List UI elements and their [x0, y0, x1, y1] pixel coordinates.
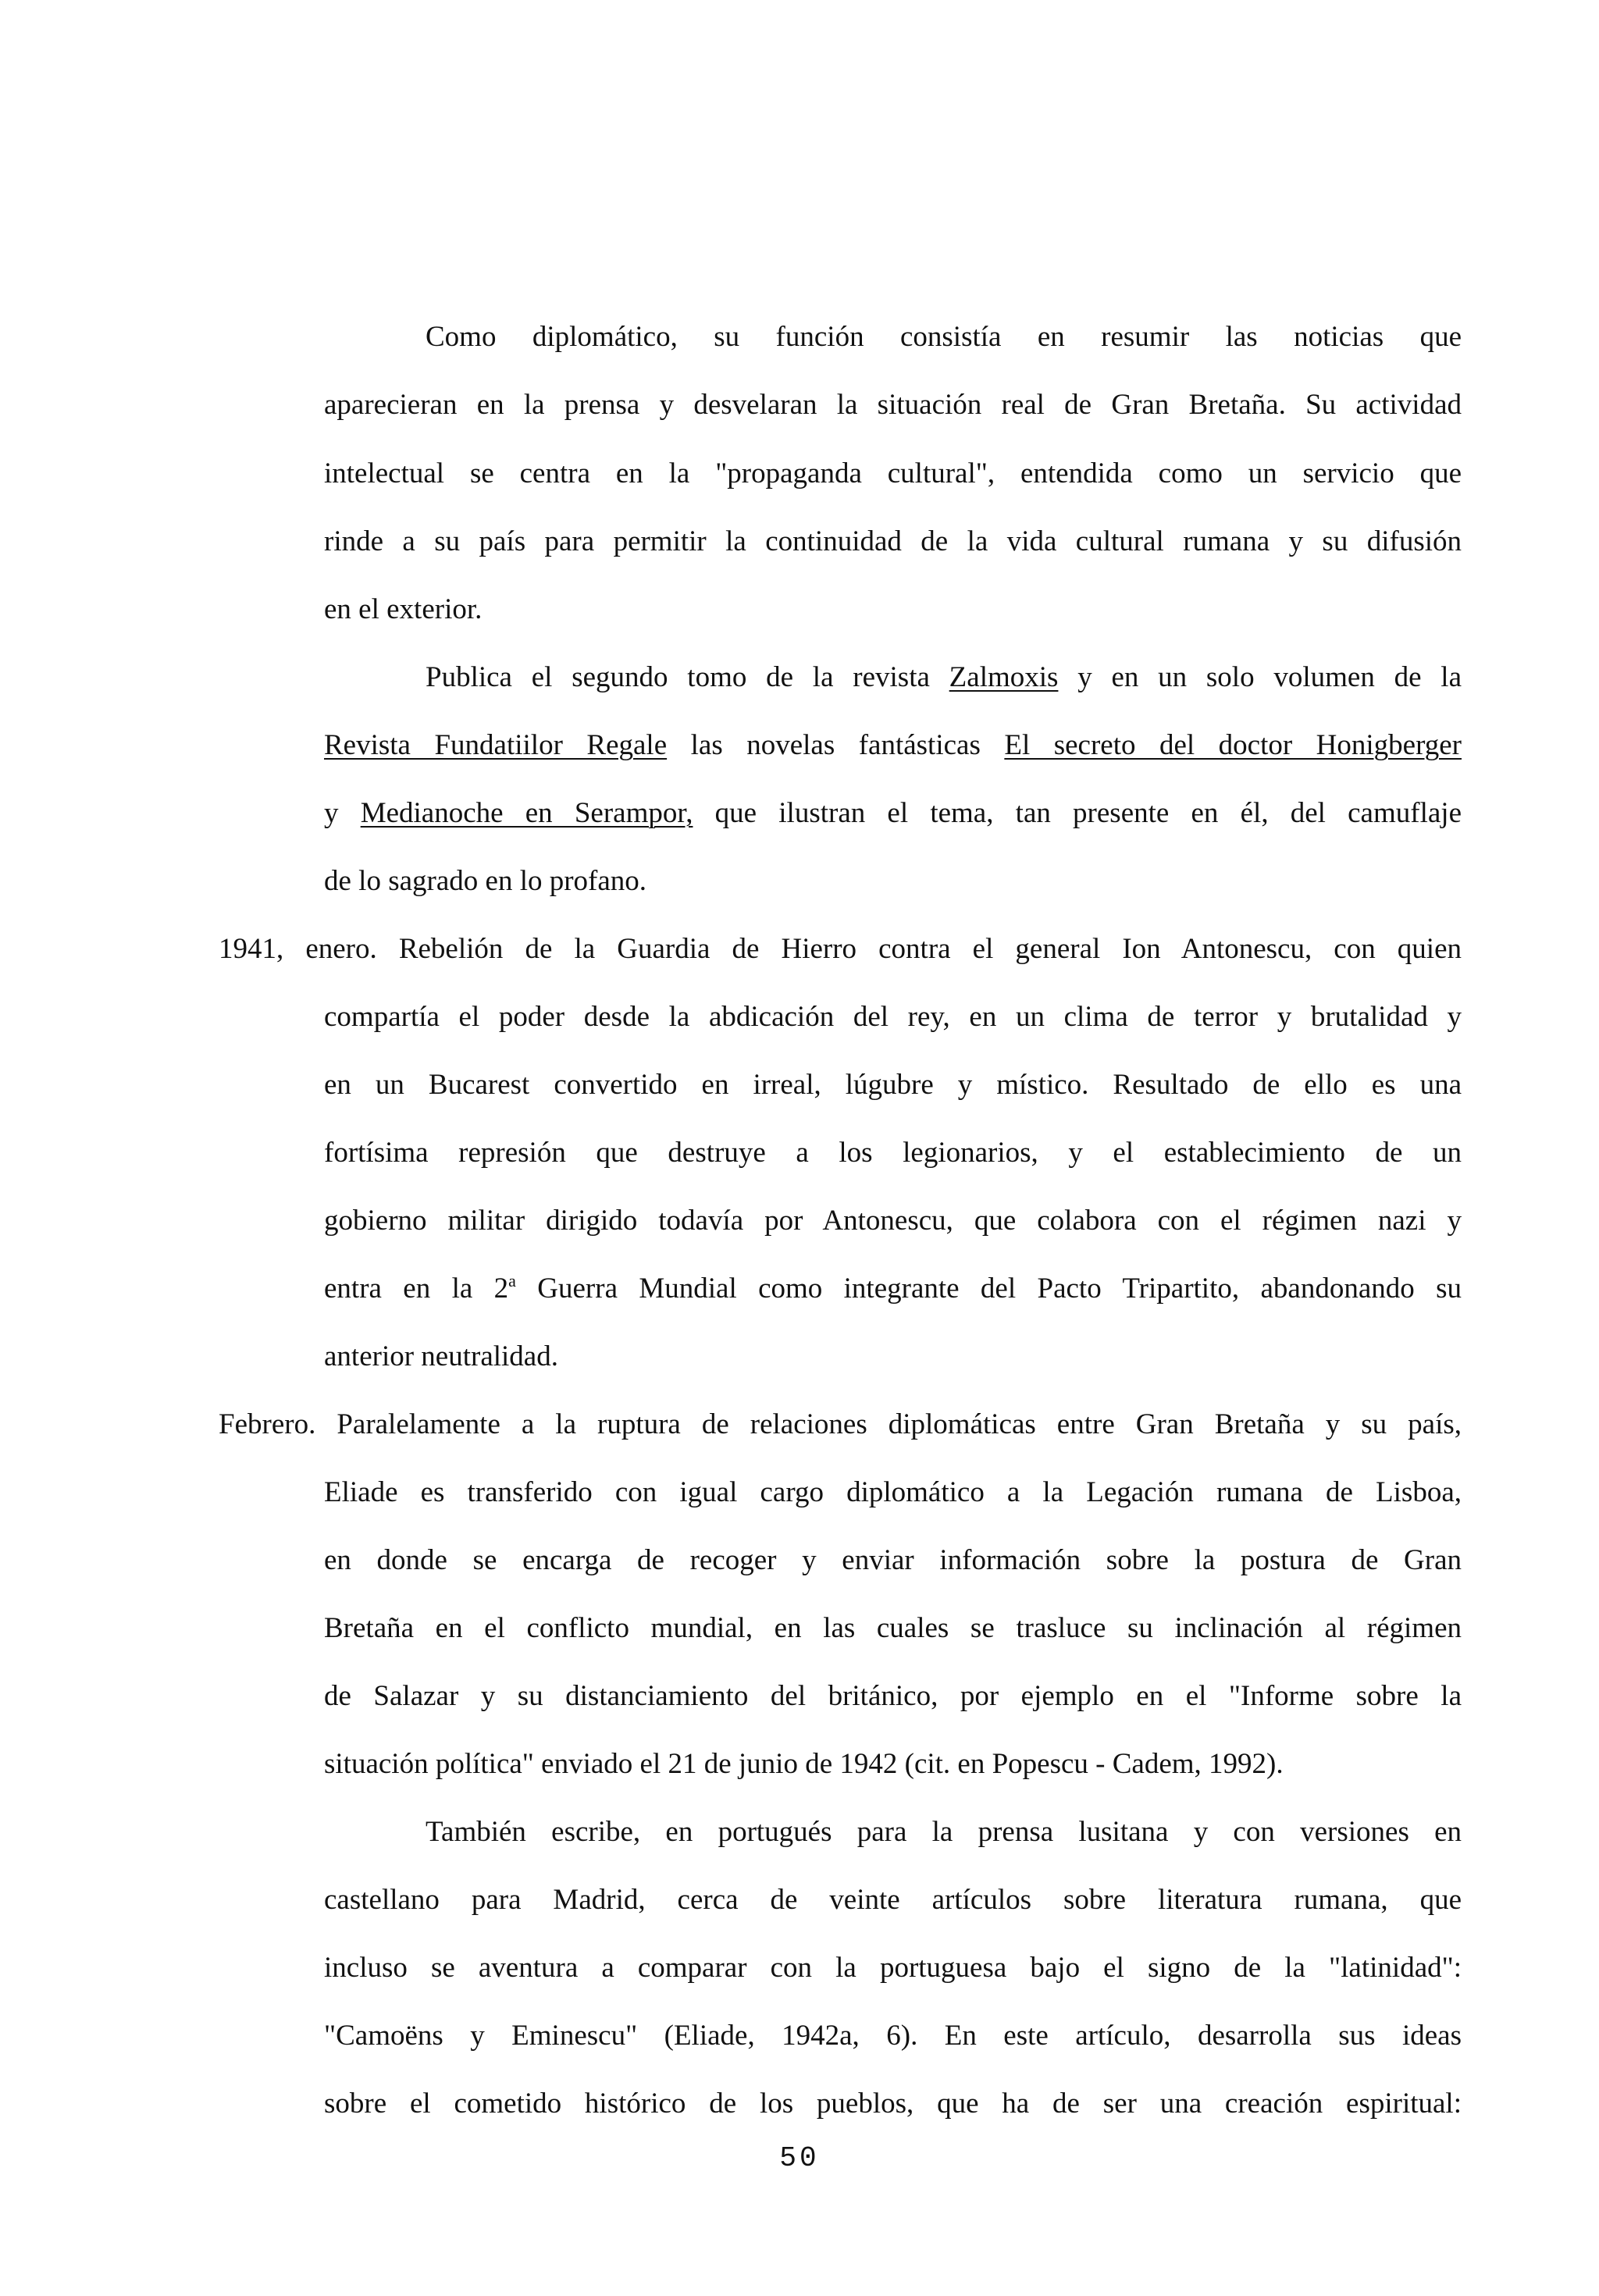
text-run: Guerra Mundial como integrante del Pacto Tripartito, abandonando su: [515, 1273, 1462, 1305]
text-line: Febrero. Paralelamente a la ruptura de relaciones diplomáticas entre Gran Bretaña y su país,: [219, 1408, 1462, 1440]
text-line: Eliade es transferido con igual cargo diplomático a la Legación rumana de Lisboa,: [324, 1476, 1462, 1508]
text-line: castellano para Madrid, cerca de veinte artículos sobre literatura rumana, que: [324, 1884, 1462, 1916]
title-medianoche-en-serampor: Medianoche en Serampor,: [360, 797, 693, 829]
superscript: a: [508, 1271, 516, 1290]
text-line: en donde se encarga de recoger y enviar información sobre la postura de Gran: [324, 1544, 1462, 1576]
text-line: compartía el poder desde la abdicación del rey, en un clima de terror y brutalidad y: [324, 1001, 1462, 1033]
text-line: de Salazar y su distanciamiento del británico, por ejemplo en el "Informe sobre la: [324, 1680, 1462, 1712]
text-line: fortísima represión que destruye a los legionarios, y el establecimiento de un: [324, 1137, 1462, 1169]
text-line: incluso se aventura a comparar con la portuguesa bajo el signo de la "latinidad":: [324, 1952, 1462, 1984]
text-run: y: [324, 797, 361, 829]
text-run: y en un solo volumen de la: [1058, 661, 1462, 693]
text-line: Como diplomático, su función consistía en resumir las noticias que: [426, 321, 1462, 353]
title-revista-fundatiilor-regale: Revista Fundatiilor Regale: [324, 729, 668, 761]
text-line: de lo sagrado en lo profano.: [324, 865, 647, 897]
text-line: Bretaña en el conflicto mundial, en las cuales se trasluce su inclinación al régimen: [324, 1612, 1462, 1644]
text-line: También escribe, en portugués para la prensa lusitana y con versiones en: [426, 1816, 1462, 1848]
text-line: intelectual se centra en la "propaganda cultural", entendida como un servicio que: [324, 457, 1462, 489]
text-line: en el exterior.: [324, 593, 483, 625]
text-line: [324, 796, 1462, 831]
text-line: aparecieran en la prensa y desvelaran la situación real de Gran Bretaña. Su actividad: [324, 389, 1462, 421]
text-run: entra en la 2: [324, 1273, 509, 1305]
text-line: sobre el cometido histórico de los pueblos, que ha de ser una creación espiritual:: [324, 2088, 1462, 2120]
text-run: las novelas fantásticas: [667, 729, 1005, 761]
text-line: gobierno militar dirigido todavía por Antonescu, que colabora con el régimen nazi y: [324, 1205, 1462, 1237]
page-number: 50: [779, 2142, 820, 2174]
text-line: en un Bucarest convertido en irreal, lúgubre y místico. Resultado de ello es una: [324, 1069, 1462, 1101]
text-line: [324, 1272, 1462, 1306]
text-run: que ilustran el tema, tan presente en él, del camuflaje: [693, 797, 1462, 829]
text-run: Publica el segundo tomo de la revista: [426, 661, 949, 693]
text-line: [426, 660, 1462, 695]
title-el-secreto-del-doctor-honigberger: El secreto del doctor Honigberger: [1004, 729, 1462, 761]
text-line: "Camoëns y Eminescu" (Eliade, 1942a, 6). En este artículo, desarrolla sus ideas: [324, 2020, 1462, 2052]
text-line: 1941, enero. Rebelión de la Guardia de Hierro contra el general Ion Antonescu, con quien: [219, 933, 1462, 965]
title-zalmoxis: Zalmoxis: [949, 661, 1059, 693]
text-line: anterior neutralidad.: [324, 1340, 558, 1372]
text-line: rinde a su país para permitir la continuidad de la vida cultural rumana y su difusión: [324, 525, 1462, 557]
text-line: situación política" enviado el 21 de junio de 1942 (cit. en Popescu - Cadem, 1992).: [324, 1748, 1284, 1780]
text-line: [324, 728, 1462, 763]
